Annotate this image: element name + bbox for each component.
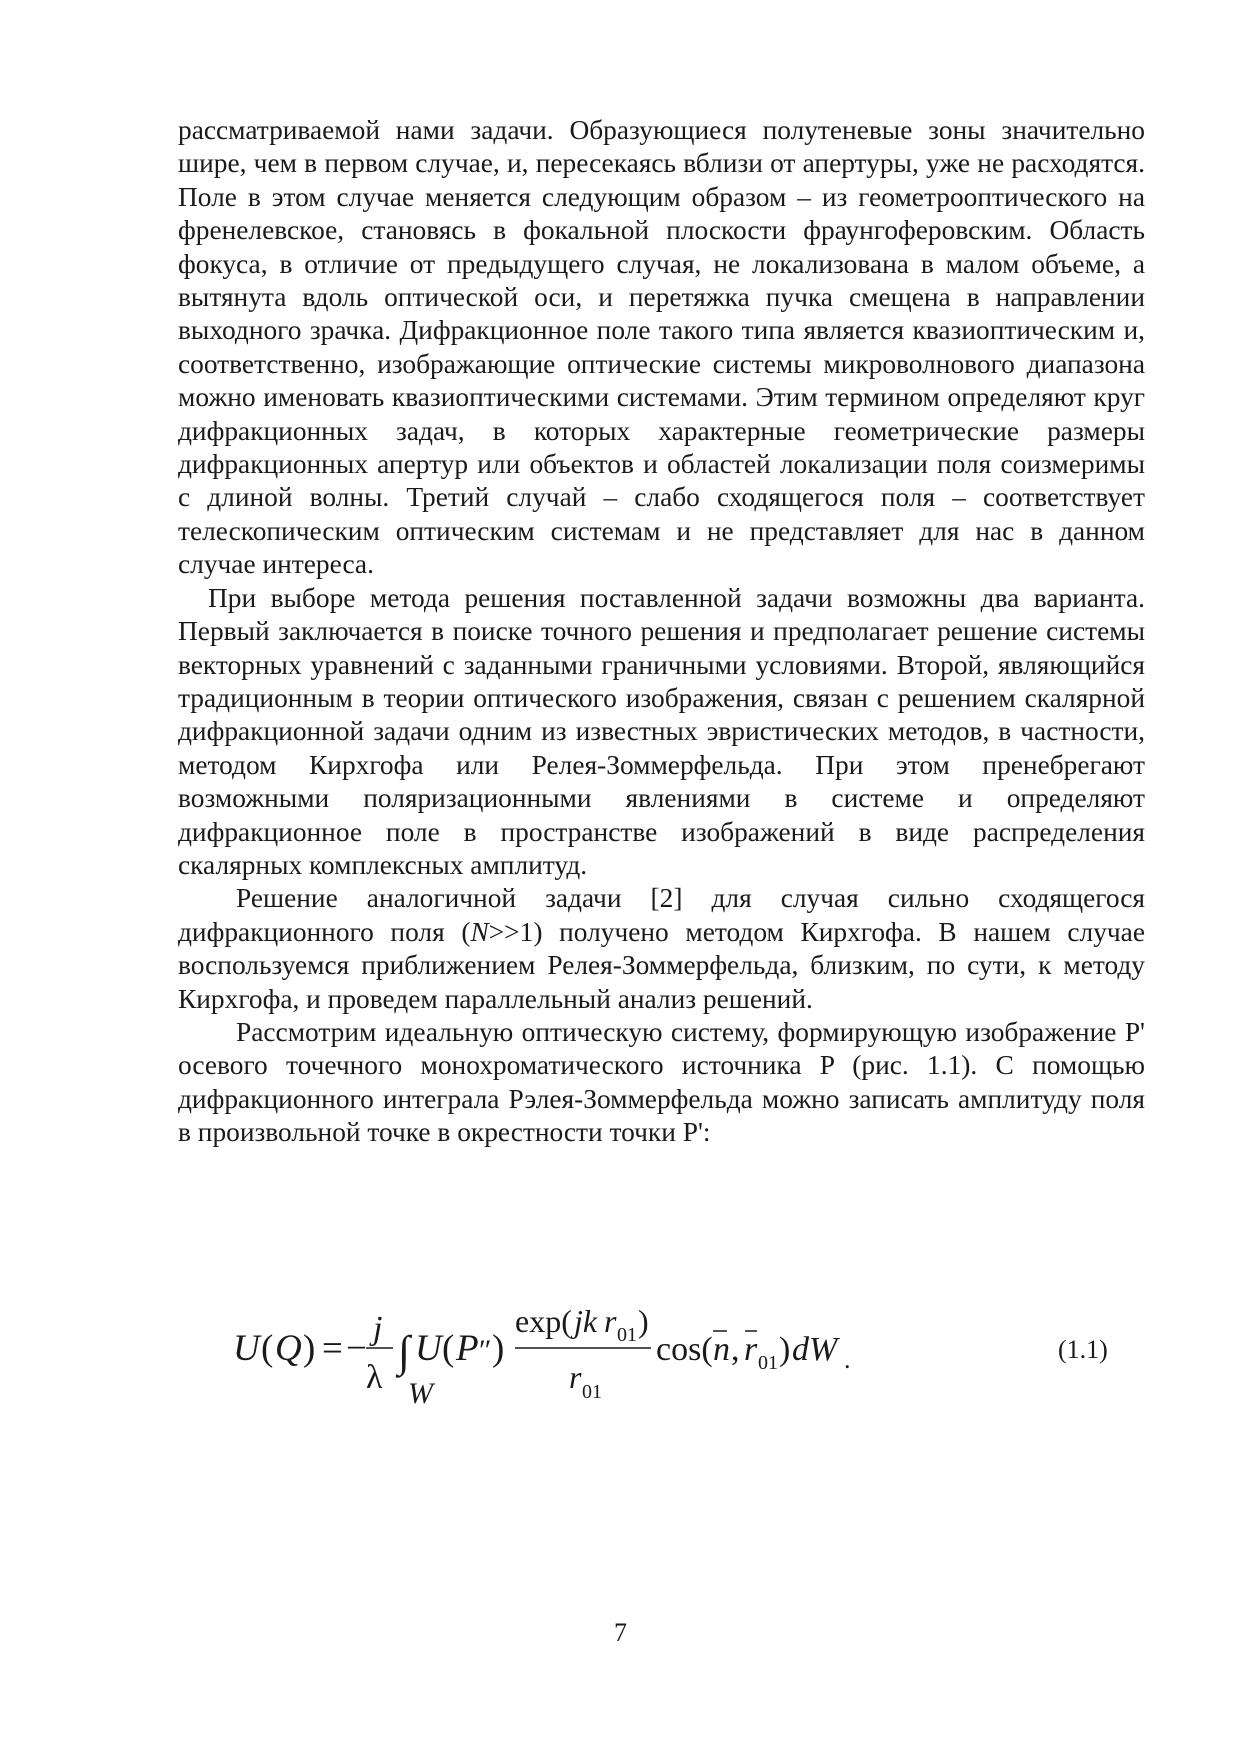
paragraph-text: >>1) получено методом Кирхгофа. В нашем случае воспользуемся приближением Релея-Зоммерфельда, близким, по сути, к методу Кирхгофа, и проведем параллельный анализ решений. [178,916,1145,1014]
eq-num-close: ) [638,1303,649,1339]
paragraph: При выборе метода решения поставленной задачи возможны два варианта. Первый заключается в поиске точного решения и предполагает решение системы векторных уравнений с заданными граничными условиями. Второй, являющийся традиционным в теории оптического изображения, связан с решением скалярной дифракционной задачи одним из известных эвристических методов, в частности, методом Кирхгофа или Релея-Зоммерфельда. При этом пренебрегают возможными поляризационными явлениями в системе и определяют дифракционное поле в пространстве изображений в виде распределения скалярных комплексных амплитуд. [178,582,1145,880]
eq-cos: cos( [656,1331,713,1368]
equation-number: (1.1) [1058,1335,1108,1364]
eq-comma: , [731,1331,740,1368]
eq-p-prime: ″ [479,1334,492,1367]
eq-den-sub: 01 [582,1381,602,1403]
eq-jk: jk [574,1303,598,1339]
body-text [178,114,1145,1150]
eq-num-sub: 01 [617,1324,637,1346]
eq-lhs-q: Q [275,1328,302,1369]
eq-lhs-open: ( [261,1328,274,1369]
eq-r-sub: 01 [758,1352,778,1374]
italic-variable: N [470,916,489,947]
paragraph: рассматриваемой нами задачи. Образующиеся полутеневые зоны значительно шире, чем в первом случае, и, пересекаясь вблизи от апертуры, уже не расходятся. Поле в этом случае меняется следующим образом – из геометрооптического на френелевское, становясь в фокальной плоскости фраунгоферовским. Область фокуса, в отличие от предыдущего случая, не локализована в малом объеме, а вытянута вдоль оптической оси, и перетяжка пучка смещена в направлении выходного зрачка. Дифракционное поле такого типа является квазиоптическим и, соответственно, изображающие оптические системы микроволнового диапазона можно именовать квазиоптическими системами. Этим термином определяют круг дифракционных задач, в которых характерные геометрические размеры дифракционных апертур или объектов и областей локализации поля соизмеримы с длиной волны. Третий случай – слабо сходящегося поля – соответствует телескопическим оптическим системам и не представляет для нас в данном случае интереса. [178,115,1145,580]
paragraph-text: Решение аналогичной задачи [2] для случая сильно сходящегося дифракционного поля ( [178,883,1145,947]
eq-den-r: r [569,1359,582,1395]
eq-exp: exp( [515,1303,572,1339]
paragraph: Рассмотрим идеальную оптическую систему, формирующую изображение P' осевого точечного монохроматического источника P (рис. 1.1). С помощью дифракционного интеграла Рэлея-Зоммерфельда можно записать амплитуду поля в произвольной точке в окрестности точки P': [178,1016,1145,1148]
eq-period: . [844,1345,851,1374]
eq-n: n [713,1331,730,1368]
eq-lhs-close: ) [303,1328,316,1369]
eq-p-close: ) [492,1328,505,1369]
paragraph [178,882,1145,1016]
eq-frac-j: j [373,1310,383,1347]
eq-lhs-u: U [233,1328,260,1369]
eq-r: r [744,1331,758,1368]
page-number: 7 [614,1618,627,1647]
equation-1-1 [233,1288,933,1412]
eq-p-open: ( [442,1328,455,1369]
eq-frac-lambda: λ [366,1359,383,1396]
eq-cos-close: ) [779,1331,791,1368]
eq-equals: = [322,1328,343,1369]
eq-dw: dW [792,1331,838,1368]
eq-integral-sign: ∫ [398,1327,411,1376]
eq-num-r: r [604,1303,617,1339]
eq-integral-domain: W [408,1377,433,1410]
eq-minus: − [346,1328,367,1369]
eq-p: P [456,1328,479,1369]
eq-u: U [415,1328,442,1369]
